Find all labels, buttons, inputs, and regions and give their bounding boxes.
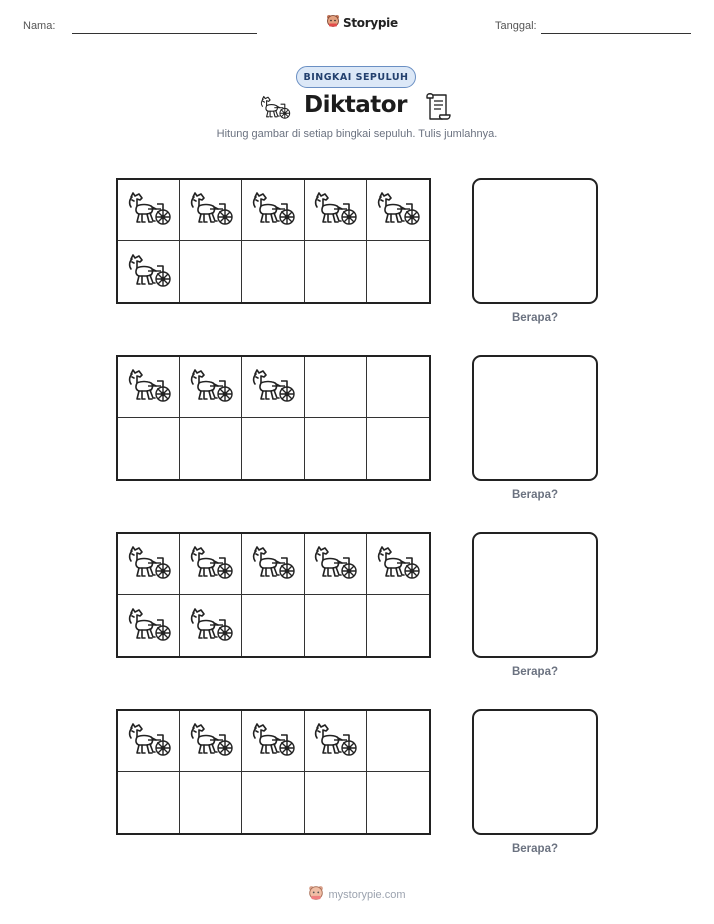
frame-cell bbox=[367, 241, 429, 302]
answer-box[interactable] bbox=[472, 178, 598, 304]
ten-frame bbox=[116, 709, 431, 835]
answer-box[interactable] bbox=[472, 532, 598, 658]
horse-chariot-icon bbox=[187, 542, 235, 586]
horse-chariot-icon bbox=[187, 719, 235, 763]
ten-frame bbox=[116, 355, 431, 481]
horse-chariot-icon bbox=[311, 542, 359, 586]
footer bbox=[0, 885, 714, 905]
horse-chariot-icon bbox=[187, 188, 235, 232]
horse-chariot-icon bbox=[125, 719, 173, 763]
frame-cell bbox=[242, 772, 304, 833]
frame-cell bbox=[242, 595, 304, 656]
horse-chariot-icon bbox=[125, 188, 173, 232]
name-label: Nama: bbox=[23, 20, 56, 32]
frame-cell bbox=[180, 180, 242, 241]
frame-cell bbox=[118, 418, 180, 479]
frame-cell bbox=[118, 595, 180, 656]
frame-cell bbox=[367, 534, 429, 595]
frame-cell bbox=[242, 418, 304, 479]
category-badge: BINGKAI SEPULUH bbox=[296, 66, 416, 88]
horse-chariot-icon bbox=[125, 542, 173, 586]
frame-cell bbox=[118, 711, 180, 772]
scroll-icon bbox=[424, 91, 452, 125]
horse-chariot-icon bbox=[374, 542, 422, 586]
footer-url: mystorypie.com bbox=[328, 889, 406, 901]
answer-box[interactable] bbox=[472, 355, 598, 481]
frame-cell bbox=[242, 180, 304, 241]
frame-cell bbox=[305, 418, 367, 479]
ten-frame bbox=[116, 532, 431, 658]
frame-cell bbox=[367, 418, 429, 479]
frame-cell bbox=[242, 357, 304, 418]
bear-mascot-icon bbox=[308, 885, 324, 905]
frame-cell bbox=[180, 357, 242, 418]
frame-cell bbox=[180, 595, 242, 656]
frame-cell bbox=[118, 357, 180, 418]
page-title: Diktator bbox=[304, 92, 407, 118]
horse-chariot-icon bbox=[249, 542, 297, 586]
frame-cell bbox=[367, 711, 429, 772]
horse-chariot-icon bbox=[258, 93, 292, 125]
frame-cell bbox=[180, 241, 242, 302]
brand-logo bbox=[326, 13, 398, 32]
ten-frame bbox=[116, 178, 431, 304]
frame-cell bbox=[242, 711, 304, 772]
frame-cell bbox=[305, 595, 367, 656]
answer-label: Berapa? bbox=[511, 312, 559, 324]
frame-cell bbox=[305, 180, 367, 241]
frame-cell bbox=[305, 534, 367, 595]
bear-mascot-icon bbox=[326, 13, 340, 32]
horse-chariot-icon bbox=[125, 365, 173, 409]
frame-cell bbox=[180, 534, 242, 595]
frame-cell bbox=[180, 772, 242, 833]
frame-cell bbox=[367, 772, 429, 833]
frame-cell bbox=[242, 241, 304, 302]
horse-chariot-icon bbox=[311, 188, 359, 232]
brand-name: Storypie bbox=[343, 15, 398, 30]
date-line[interactable] bbox=[541, 33, 691, 34]
answer-label: Berapa? bbox=[511, 666, 559, 678]
horse-chariot-icon bbox=[249, 719, 297, 763]
frame-cell bbox=[367, 180, 429, 241]
frame-cell bbox=[367, 595, 429, 656]
frame-cell bbox=[305, 711, 367, 772]
answer-box[interactable] bbox=[472, 709, 598, 835]
frame-cell bbox=[305, 772, 367, 833]
answer-label: Berapa? bbox=[511, 843, 559, 855]
horse-chariot-icon bbox=[249, 188, 297, 232]
frame-cell bbox=[367, 357, 429, 418]
frame-cell bbox=[180, 418, 242, 479]
horse-chariot-icon bbox=[311, 719, 359, 763]
horse-chariot-icon bbox=[374, 188, 422, 232]
answer-label: Berapa? bbox=[511, 489, 559, 501]
frame-cell bbox=[118, 241, 180, 302]
frame-cell bbox=[118, 772, 180, 833]
title-row bbox=[0, 88, 714, 128]
frame-cell bbox=[118, 534, 180, 595]
date-label: Tanggal: bbox=[495, 20, 537, 32]
horse-chariot-icon bbox=[187, 604, 235, 648]
frame-cell bbox=[118, 180, 180, 241]
horse-chariot-icon bbox=[125, 604, 173, 648]
frame-cell bbox=[305, 357, 367, 418]
horse-chariot-icon bbox=[125, 250, 173, 294]
horse-chariot-icon bbox=[249, 365, 297, 409]
instructions: Hitung gambar di setiap bingkai sepuluh. Tulis jumlahnya. bbox=[216, 128, 498, 140]
frame-cell bbox=[305, 241, 367, 302]
name-line[interactable] bbox=[72, 33, 257, 34]
frame-cell bbox=[242, 534, 304, 595]
horse-chariot-icon bbox=[187, 365, 235, 409]
frame-cell bbox=[180, 711, 242, 772]
